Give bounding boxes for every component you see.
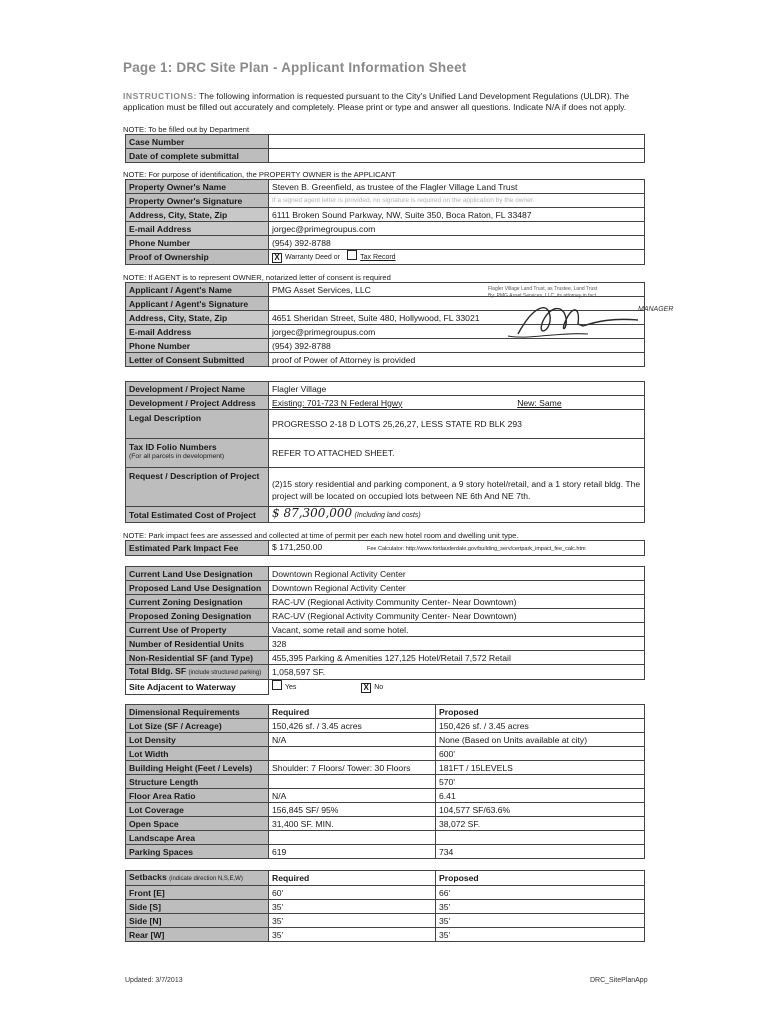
setback-label: Side [N] [126,914,269,928]
setback-label: Rear [W] [126,928,269,942]
dimension-required[interactable]: N/A [269,733,436,747]
dimensions-required-header: Required [269,705,436,719]
agent-phone-label: Phone Number [126,339,269,353]
setback-proposed[interactable]: 35' [436,900,645,914]
setback-proposed[interactable]: 35' [436,928,645,942]
table-row [126,775,645,789]
waterway-yes-checkbox[interactable] [272,680,282,690]
dimension-required[interactable]: 156,845 SF/ 95% [269,803,436,817]
setback-label: Side [S] [126,900,269,914]
table-row [126,886,645,900]
agent-address-field[interactable]: 4651 Sheridan Street, Suite 480, Hollywood, FL 33021 [269,311,645,325]
instructions-label: INSTRUCTIONS: [123,91,197,101]
dimension-label: Building Height (Feet / Levels) [126,761,269,775]
total-bldg-sf-label-text: Total Bldg. SF [129,666,187,676]
setback-proposed[interactable]: 66' [436,886,645,900]
case-number-label: Case Number [126,135,269,149]
dimension-proposed[interactable] [436,831,645,845]
instructions-text: The following information is requested pursuant to the City's Unified Land Development Regulations (ULDR). The application must be filled out accurately and completely. Please print or type and answer all questions. Indicate N/A if does not apply. [123,91,630,112]
land-use-value[interactable]: Downtown Regional Activity Center [269,581,645,595]
dimension-label: Landscape Area [126,831,269,845]
dimension-label: Lot Coverage [126,803,269,817]
agent-email-field[interactable]: jorgec@primegroupus.com [269,325,645,339]
land-use-label: Current Use of Property [126,623,269,637]
owner-table [125,179,645,265]
project-name-field[interactable]: Flagler Village [269,382,645,396]
table-row [126,831,645,845]
land-use-row [126,651,645,665]
note-park-fee: NOTE: Park impact fees are assessed and collected at time of permit per each new hotel room and dwelling unit type. [123,531,519,540]
total-bldg-sf-label [126,665,269,680]
agent-name-label: Applicant / Agent's Name [126,283,269,297]
estimated-cost-label: Total Estimated Cost of Project [126,507,269,523]
park-fee-calculator-link[interactable]: Fee Calculator: http://www.fortlauderdale.gov/building_serv/certpark_impact_fee_calc.htm [366,546,586,552]
dimensions-header: Dimensional Requirements [126,705,269,719]
dimension-proposed[interactable]: 600' [436,747,645,761]
table-row [126,719,645,733]
tax-record-label: Tax Record [360,254,396,261]
agent-signature [488,286,678,346]
owner-signature-field[interactable]: If a signed agent letter is provided, no signature is required on the application by the owner. [269,194,645,208]
setback-required[interactable]: 35' [269,900,436,914]
signature-scrawl-icon [488,296,678,346]
setbacks-required-header: Required [269,871,436,886]
dimension-proposed[interactable]: 150,426 sf. / 3.45 acres [436,719,645,733]
dimension-proposed[interactable]: 104,577 SF/63.6% [436,803,645,817]
land-use-label: Non-Residential SF (and Type) [126,651,269,665]
dimensions-table [125,704,645,859]
signature-caption-2: By: PMG Asset Services, LLC, its attorney in fact [488,293,597,299]
total-bldg-sf-field[interactable]: 1,058,597 SF. [269,665,645,680]
ownership-proof-field [269,250,645,265]
land-use-value[interactable]: 328 [269,637,645,651]
legal-description-label: Legal Description [126,410,269,439]
setbacks-header-text: Setbacks [129,872,167,882]
park-fee-label: Estimated Park Impact Fee [126,541,269,556]
land-use-value[interactable]: 455,395 Parking & Amenities 127,125 Hotel/Retail 7,572 Retail [269,651,645,665]
note-agent: NOTE: If AGENT is to represent OWNER, notarized letter of consent is required [123,273,391,282]
warranty-deed-checkbox[interactable]: X [272,253,282,263]
land-use-value[interactable]: RAC-UV (Regional Activity Community Center- Near Downtown) [269,595,645,609]
footer-updated: Updated: 3/7/2013 [125,977,183,984]
project-address-field[interactable] [269,396,645,410]
owner-phone-label: Phone Number [126,236,269,250]
table-row [126,928,645,942]
dimension-label: Parking Spaces [126,845,269,859]
setback-label: Front [E] [126,886,269,900]
table-row [126,914,645,928]
land-use-label: Number of Residential Units [126,637,269,651]
setback-required[interactable]: 35' [269,914,436,928]
owner-address-field[interactable]: 6111 Broken Sound Parkway, NW, Suite 350, Boca Raton, FL 33487 [269,208,645,222]
land-use-value[interactable]: RAC-UV (Regional Activity Community Center- Near Downtown) [269,609,645,623]
owner-signature-label: Property Owner's Signature [126,194,269,208]
case-number-field[interactable] [269,135,645,149]
dimension-proposed[interactable]: 181FT / 15LEVELS [436,761,645,775]
dimension-required[interactable] [269,775,436,789]
tax-folio-sublabel: (For all parcels in development) [129,453,225,460]
project-address-label: Development / Project Address [126,396,269,410]
land-use-table [125,566,645,695]
setback-proposed[interactable]: 35' [436,914,645,928]
land-use-value[interactable]: Downtown Regional Activity Center [269,567,645,581]
land-use-row [126,567,645,581]
project-name-label: Development / Project Name [126,382,269,396]
setbacks-header [126,871,269,886]
owner-address-label: Address, City, State, Zip [126,208,269,222]
table-row [126,789,645,803]
setbacks-proposed-header: Proposed [436,871,645,886]
dimension-proposed[interactable]: 6.41 [436,789,645,803]
dimension-required[interactable]: 619 [269,845,436,859]
table-row [126,845,645,859]
agent-signature-label: Applicant / Agent's Signature [126,297,269,311]
project-description-field[interactable]: (2)15 story residential and parking component, a 9 story hotel/retail, and a 1 story retail bldg. The project will be located on occupied lots between NE 6th And NE 7th. [269,468,645,507]
land-use-row [126,637,645,651]
waterway-yes-label: Yes [285,684,297,691]
dimension-proposed[interactable]: None (Based on Units available at city) [436,733,645,747]
owner-name-label: Property Owner's Name [126,180,269,194]
park-fee-table [125,540,645,556]
land-use-label: Proposed Zoning Designation [126,609,269,623]
land-use-label: Current Land Use Designation [126,567,269,581]
tax-folio-field[interactable]: REFER TO ATTACHED SHEET. [269,439,645,468]
dimension-label: Lot Density [126,733,269,747]
tax-folio-label-text: Tax ID Folio Numbers [129,442,217,452]
submittal-date-field[interactable] [269,149,645,163]
land-use-row [126,581,645,595]
project-address-existing: Existing: 701-723 N Federal Hgwy [272,397,403,408]
dimension-proposed[interactable]: 734 [436,845,645,859]
warranty-deed-label: Warranty Deed or [285,254,340,261]
table-row [126,747,645,761]
owner-email-field[interactable]: jorgec@primegroupus.com [269,222,645,236]
project-address-new: New: Same [517,397,562,408]
waterway-field [269,680,645,695]
dimensions-proposed-header: Proposed [436,705,645,719]
park-fee-field[interactable] [269,541,645,556]
table-row [126,900,645,914]
setback-required[interactable]: 60' [269,886,436,900]
page-title: Page 1: DRC Site Plan - Applicant Information Sheet [123,60,467,75]
land-use-label: Current Zoning Designation [126,595,269,609]
dimension-proposed[interactable]: 38,072 SF. [436,817,645,831]
dimension-required[interactable]: N/A [269,789,436,803]
land-use-value[interactable]: Vacant, some retail and some hotel. [269,623,645,637]
tax-folio-label [126,439,269,468]
land-use-row [126,595,645,609]
owner-name-field[interactable]: Steven B. Greenfield, as trustee of the Flagler Village Land Trust [269,180,645,194]
owner-email-label: E-mail Address [126,222,269,236]
submittal-date-label: Date of complete submittal [126,149,269,163]
estimated-cost-note: (Including land costs) [354,512,421,519]
instructions [123,91,648,113]
footer-doc-id: DRC_SitePlanApp [590,977,648,984]
dimension-proposed[interactable]: 570' [436,775,645,789]
dimension-required[interactable] [269,747,436,761]
dimension-label: Structure Length [126,775,269,789]
agent-name-field[interactable]: PMG Asset Services, LLC [269,283,645,297]
table-row [126,817,645,831]
project-table [125,381,645,523]
table-row [126,803,645,817]
setback-required[interactable]: 35' [269,928,436,942]
dimension-label: Lot Size (SF / Acreage) [126,719,269,733]
dimension-required[interactable]: 150,426 sf. / 3.45 acres [269,719,436,733]
waterway-label: Site Adjacent to Waterway [126,680,269,695]
total-bldg-sf-sublabel: (include structured parking) [188,670,262,676]
agent-email-label: E-mail Address [126,325,269,339]
agent-address-label: Address, City, State, Zip [126,311,269,325]
signature-caption-1: Flagler Village Land Trust, as Trustee, Land Trust [488,286,598,292]
legal-description-field[interactable]: PROGRESSO 2-18 D LOTS 25,26,27, LESS STATE RD BLK 293 [269,410,645,439]
waterway-no-checkbox[interactable]: X [361,683,371,693]
dimension-label: Lot Width [126,747,269,761]
dimension-required[interactable]: Shoulder: 7 Floors/ Tower: 30 Floors [269,761,436,775]
signature-title: MANAGER [638,306,674,313]
tax-record-checkbox[interactable] [347,250,357,260]
consent-field[interactable]: proof of Power of Attorney is provided [269,353,645,367]
dimension-required[interactable]: 31,400 SF. MIN. [269,817,436,831]
owner-phone-field[interactable]: (954) 392-8788 [269,236,645,250]
setbacks-header-sublabel: (indicate direction N,S,E,W) [169,876,243,882]
estimated-cost-field[interactable] [269,507,645,523]
agent-phone-field[interactable]: (954) 392-8788 [269,339,645,353]
table-row [126,733,645,747]
ownership-proof-label: Proof of Ownership [126,250,269,265]
note-department: NOTE: To be filled out by Department [123,125,250,134]
park-fee-value: $ 171,250.00 [272,542,323,552]
dimension-label: Floor Area Ratio [126,789,269,803]
project-description-label: Request / Description of Project [126,468,269,507]
setbacks-table [125,870,645,942]
waterway-no-label: No [374,684,384,691]
table-row [126,761,645,775]
note-owner: NOTE: For purpose of identification, the PROPERTY OWNER is the APPLICANT [123,170,396,179]
consent-label: Letter of Consent Submitted [126,353,269,367]
dimension-required[interactable] [269,831,436,845]
department-table [125,134,645,163]
land-use-row [126,623,645,637]
dimension-label: Open Space [126,817,269,831]
land-use-label: Proposed Land Use Designation [126,581,269,595]
estimated-cost-value: $ 87,300,000 [272,506,353,520]
land-use-row [126,609,645,623]
